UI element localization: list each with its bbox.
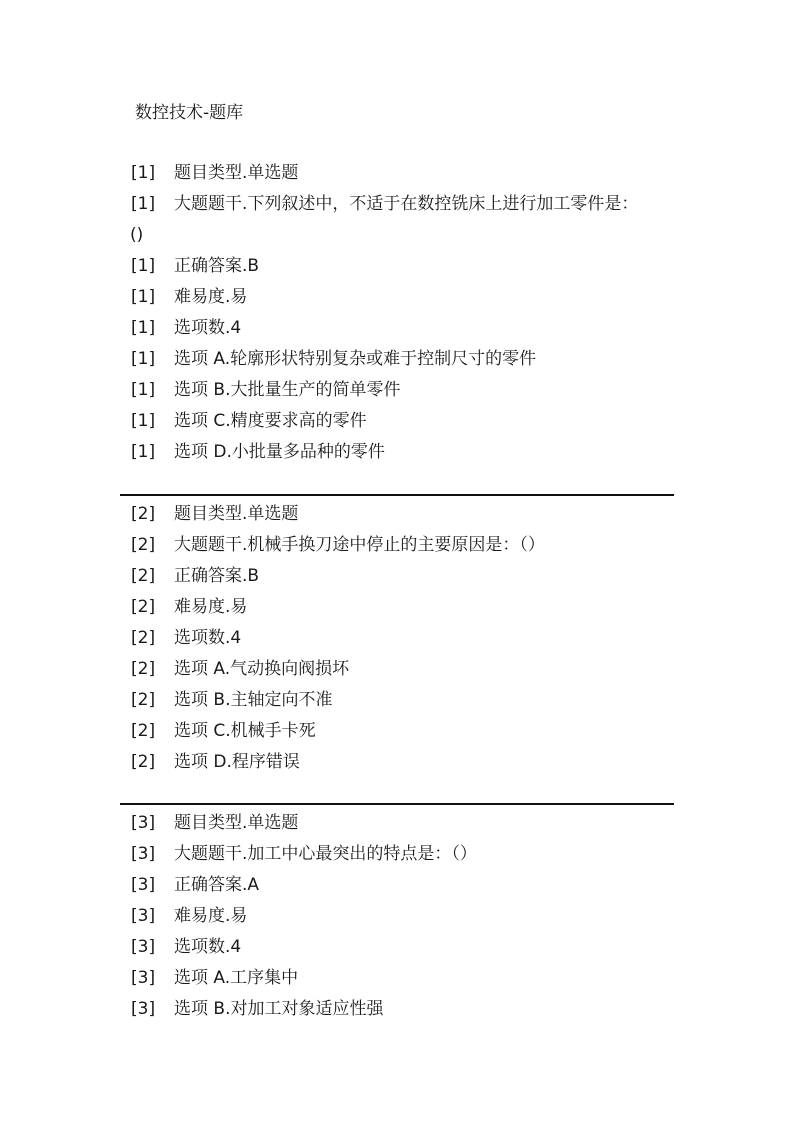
option-d: 选项 D.程序错误 [174,752,300,772]
question-number: [3] [131,844,156,864]
difficulty: 难易度.易 [174,597,248,617]
option-count: 选项数.4 [174,318,242,338]
option-b: 选项 B.对加工对象适应性强 [174,999,384,1019]
question-number: [2] [131,504,156,524]
question-number: [2] [131,752,156,772]
option-d: 选项 D.小批量多品种的零件 [174,442,385,462]
difficulty: 难易度.易 [174,906,248,926]
question-number: [2] [131,659,156,679]
question-number: [3] [131,999,156,1019]
option-c: 选项 C.机械手卡死 [174,721,316,741]
question-number: [2] [131,628,156,648]
document-title: 数控技术-题库 [135,103,244,123]
question-stem: 大题题干.加工中心最突出的特点是：（） [174,844,477,864]
option-count: 选项数.4 [174,937,242,957]
question-number: [1] [131,380,156,400]
option-a: 选项 A.气动换向阀损坏 [174,659,350,679]
question-divider [120,494,674,496]
question-number: [1] [131,256,156,276]
question-number: [3] [131,906,156,926]
question-stem: 大题题干.机械手换刀途中停止的主要原因是：（） [174,535,545,555]
question-type: 题目类型.单选题 [174,504,299,524]
question-type: 题目类型.单选题 [174,813,299,833]
question-stem: 大题题干.下列叙述中，不适于在数控铣床上进行加工零件是： [174,194,639,214]
option-b: 选项 B.大批量生产的简单零件 [174,380,401,400]
option-a: 选项 A.轮廓形状特别复杂或难于控制尺寸的零件 [174,349,537,369]
correct-answer: 正确答案.B [174,566,260,586]
question-number: [2] [131,597,156,617]
question-number: [2] [131,535,156,555]
correct-answer: 正确答案.A [174,875,260,895]
question-number: [1] [131,349,156,369]
question-stem-continuation: () [130,225,144,245]
option-c: 选项 C.精度要求高的零件 [174,411,367,431]
question-number: [1] [131,411,156,431]
question-number: [1] [131,194,156,214]
question-number: [3] [131,813,156,833]
question-number: [3] [131,875,156,895]
question-number: [2] [131,721,156,741]
question-number: [1] [131,442,156,462]
question-number: [2] [131,566,156,586]
correct-answer: 正确答案.B [174,256,260,276]
option-count: 选项数.4 [174,628,242,648]
option-a: 选项 A.工序集中 [174,968,299,988]
question-number: [1] [131,287,156,307]
question-number: [1] [131,163,156,183]
question-number: [3] [131,968,156,988]
question-number: [1] [131,318,156,338]
question-number: [2] [131,690,156,710]
question-divider [120,803,674,805]
option-b: 选项 B.主轴定向不准 [174,690,333,710]
question-number: [3] [131,937,156,957]
difficulty: 难易度.易 [174,287,248,307]
question-type: 题目类型.单选题 [174,163,299,183]
